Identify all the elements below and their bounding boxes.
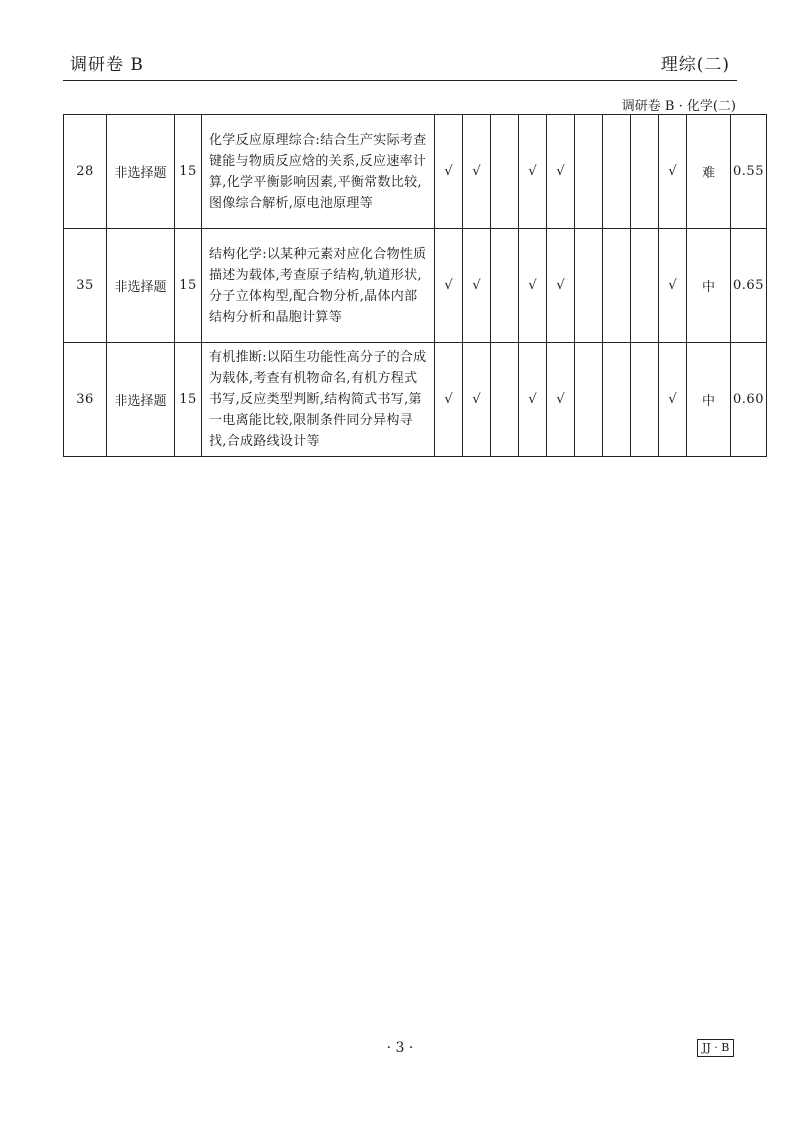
page-subtitle: 调研卷 B · 化学(二)	[621, 99, 736, 114]
ability-check-mark	[575, 343, 603, 457]
ability-check-mark	[631, 229, 659, 343]
header-title-left: 调研卷 B	[70, 55, 144, 75]
question-number: 36	[64, 343, 107, 457]
difficulty-coefficient: 0.65	[731, 229, 767, 343]
ability-check-mark	[575, 115, 603, 229]
table-row	[64, 229, 767, 343]
difficulty-coefficient: 0.55	[731, 115, 767, 229]
ability-check-mark: √	[435, 115, 463, 229]
ability-check-mark: √	[547, 343, 575, 457]
question-type: 非选择题	[107, 115, 175, 229]
table-row	[64, 115, 767, 229]
question-score: 15	[175, 115, 202, 229]
ability-check-mark: √	[547, 229, 575, 343]
header-title-right: 理综(二)	[660, 55, 730, 75]
ability-check-mark	[603, 229, 631, 343]
question-score: 15	[175, 343, 202, 457]
exam-analysis-table	[63, 114, 767, 457]
question-number: 35	[64, 229, 107, 343]
ability-check-mark	[575, 229, 603, 343]
difficulty-level: 难	[687, 115, 731, 229]
ability-check-mark: √	[435, 343, 463, 457]
ability-check-mark: √	[463, 229, 491, 343]
question-score: 15	[175, 229, 202, 343]
question-content: 有机推断:以陌生功能性高分子的合成为载体,考查有机物命名,有机方程式书写,反应类型判断,结构简式书写,第一电离能比较,限制条件同分异构寻找,合成路线设计等	[202, 343, 435, 457]
ability-check-mark: √	[519, 115, 547, 229]
footer-code-box: JJ · B	[697, 1039, 734, 1057]
ability-check-mark: √	[659, 343, 687, 457]
table-row	[64, 343, 767, 457]
ability-check-mark: √	[463, 343, 491, 457]
ability-check-mark	[491, 343, 519, 457]
ability-check-mark: √	[659, 229, 687, 343]
ability-check-mark	[631, 115, 659, 229]
difficulty-level: 中	[687, 229, 731, 343]
question-number: 28	[64, 115, 107, 229]
ability-check-mark	[603, 115, 631, 229]
page-number: · 3 ·	[386, 1040, 414, 1056]
ability-check-mark: √	[547, 115, 575, 229]
ability-check-mark	[631, 343, 659, 457]
ability-check-mark: √	[519, 229, 547, 343]
ability-check-mark: √	[435, 229, 463, 343]
ability-check-mark: √	[519, 343, 547, 457]
difficulty-coefficient: 0.60	[731, 343, 767, 457]
question-content: 结构化学:以某种元素对应化合物性质描述为载体,考查原子结构,轨道形状,分子立体构型,配合物分析,晶体内部结构分析和晶胞计算等	[202, 229, 435, 343]
question-type: 非选择题	[107, 343, 175, 457]
ability-check-mark	[603, 343, 631, 457]
question-content: 化学反应原理综合:结合生产实际考查键能与物质反应焓的关系,反应速率计算,化学平衡影响因素,平衡常数比较,图像综合解析,原电池原理等	[202, 115, 435, 229]
ability-check-mark: √	[659, 115, 687, 229]
question-type: 非选择题	[107, 229, 175, 343]
difficulty-level: 中	[687, 343, 731, 457]
ability-check-mark: √	[463, 115, 491, 229]
ability-check-mark	[491, 115, 519, 229]
ability-check-mark	[491, 229, 519, 343]
header-divider	[63, 80, 737, 81]
